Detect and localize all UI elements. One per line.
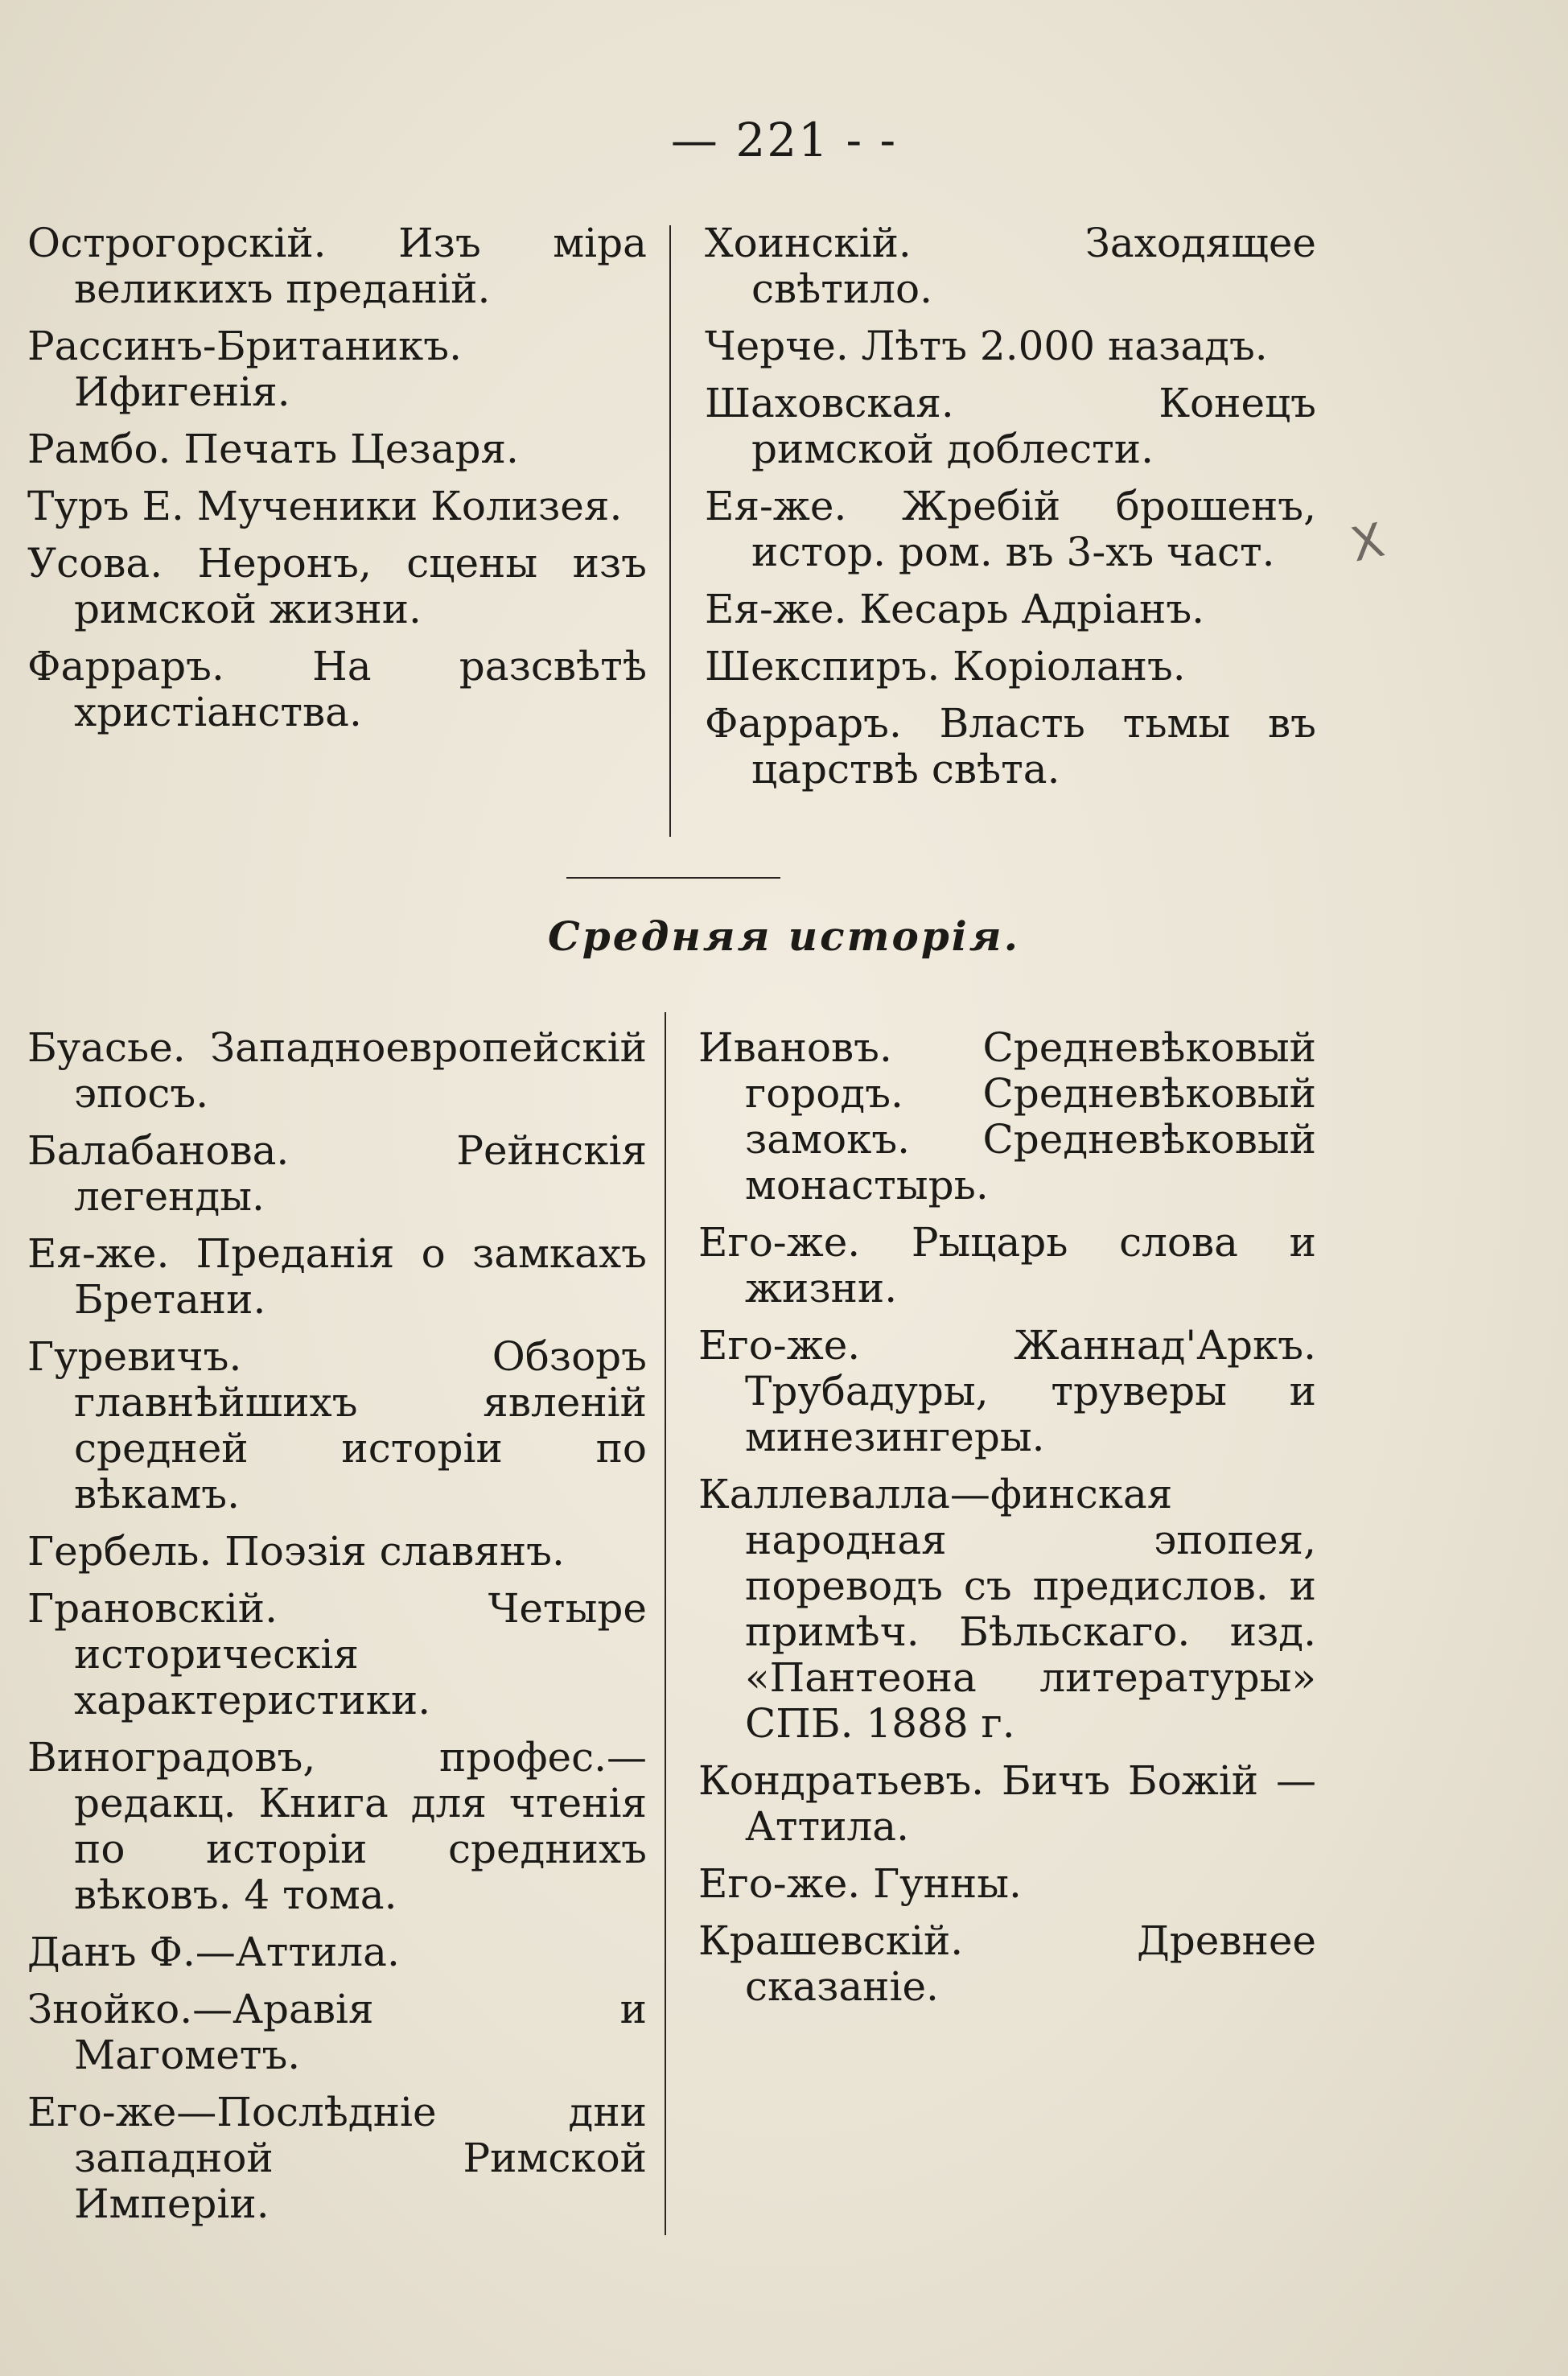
list-item: Его-же. Рыцарь слова и жизни. [698, 1219, 1316, 1312]
page-number: — 221 - - [670, 113, 898, 167]
middle-left-column [27, 1025, 647, 2238]
column-divider-top [669, 225, 671, 837]
list-item: Буасье. Западноевропейскій эпосъ. [27, 1024, 647, 1117]
section-separator [566, 877, 780, 879]
margin-pencil-mark: X [1346, 512, 1389, 573]
list-item: Острогорскій. Изъ міра великихъ преданій. [27, 220, 647, 312]
list-item: Каллевалла—финская народная эпопея, пореводъ съ предислов. и примѣч. Бѣльскаго. изд. «Пантеона литературы» СПБ. 1888 г. [698, 1471, 1316, 1747]
list-item: Его-же. Гунны. [698, 1860, 1022, 1907]
list-item: Грановскій. Четыре историческія характеристики. [27, 1585, 647, 1723]
list-item: Знойко.—Аравія и Магометъ. [27, 1986, 647, 2078]
list-item: Хоинскій. Заходящее свѣтило. [705, 220, 1316, 312]
top-left-column [27, 220, 647, 747]
list-item: Ея-же. Жребій брошенъ, истор. ром. въ 3-хъ част. [705, 483, 1316, 575]
list-item: Балабанова. Рейнскія легенды. [27, 1127, 647, 1220]
list-item: Шекспиръ. Коріоланъ. [705, 643, 1186, 690]
list-item: Туръ Е. Мученики Колизея. [27, 483, 623, 529]
list-item: Ивановъ. Средневѣковый городъ. Средневѣковый замокъ. Средневѣковый монастырь. [698, 1024, 1316, 1209]
list-item: Кондратьевъ. Бичъ Божій —Аттила. [698, 1757, 1316, 1850]
list-item: Гербель. Поэзія славянъ. [27, 1528, 565, 1575]
list-item: Ея-же. Преданія о замкахъ Бретани. [27, 1230, 647, 1323]
list-item: Черче. Лѣтъ 2.000 назадъ. [705, 323, 1268, 369]
list-item: Его-же—Послѣдніе дни западной Римской Имперіи. [27, 2089, 647, 2227]
column-divider-middle [665, 1012, 666, 2235]
middle-right-column [698, 1025, 1316, 2021]
list-item: Виноградовъ, профес.—редакц. Книга для чтенія по исторіи среднихъ вѣковъ. 4 тома. [27, 1734, 647, 1918]
list-item: Рассинъ-Британикъ. Ифигенія. [27, 323, 462, 415]
top-right-column [705, 220, 1316, 804]
list-item: Усова. Неронъ, сцены изъ римской жизни. [27, 540, 647, 632]
list-item: Данъ Ф.—Аттила. [27, 1929, 400, 1975]
list-item: Его-же. Жаннад'Аркъ. Трубадуры, труверы и минезингеры. [698, 1322, 1316, 1460]
list-item: Рамбо. Печать Цезаря. [27, 426, 519, 472]
list-item: Шаховская. Конецъ римской доблести. [705, 380, 1316, 472]
list-item: Фарраръ. Власть тьмы въ царствѣ свѣта. [705, 700, 1316, 793]
section-title: Средняя исторія. [548, 912, 1020, 960]
list-item: Гуревичъ. Обзоръ главнѣйшихъ явленій средней исторіи по вѣкамъ. [27, 1333, 647, 1517]
list-item: Ея-же. Кесарь Адріанъ. [705, 586, 1205, 632]
list-item: Крашевскій. Древнее сказаніе. [698, 1917, 1316, 2010]
list-item: Фарраръ. На разсвѣтѣ христіанства. [27, 643, 647, 735]
